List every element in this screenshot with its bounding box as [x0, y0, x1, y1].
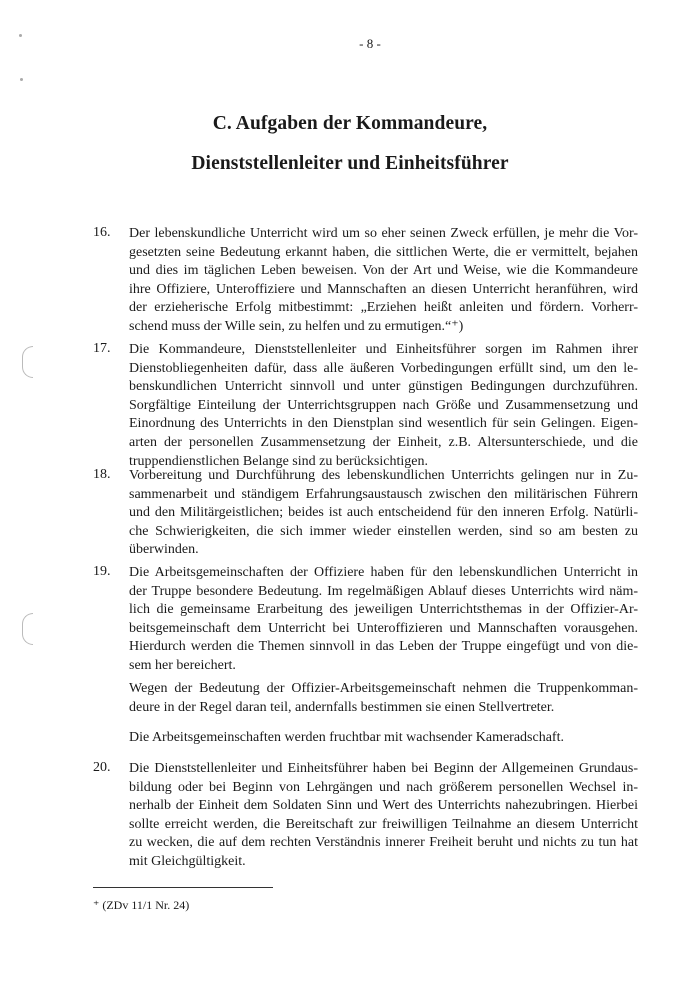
text-line: Einordnung des Unterrichts in den Dienstplan sind wesentlich für sein Gelingen. Eigen- — [129, 416, 638, 432]
text-line: gesetzten seine Bedeutung erkannt haben, die sittlichen Werte, die er vermittelt, bejahen — [129, 244, 638, 260]
text-line: che Schwierigkeiten, die sich immer wieder einstellen werden, sind so am besten zu — [129, 523, 638, 539]
text-line: überwinden. — [129, 542, 199, 558]
item-number: 17. — [93, 341, 111, 356]
text-line: sem her bereichert. — [129, 657, 236, 673]
punch-hole-mark — [22, 613, 33, 645]
section-heading-line-1: C. Aufgaben der Kommandeure, — [212, 113, 488, 134]
footnote-divider — [93, 887, 273, 888]
paragraph-19 — [129, 564, 638, 676]
text-line: mit Gleichgültigkeit. — [129, 853, 246, 869]
text-line: Die Arbeitsgemeinschaften der Offiziere haben für den lebenskundlichen Unterricht in — [129, 565, 638, 580]
paragraph-19-sub-2: Die Arbeitsgemeinschaften werden fruchtbar mit wachsender Kameradschaft. — [129, 730, 564, 745]
item-number: 16. — [93, 225, 111, 240]
text-line: bildung oder bei Beginn von Lehrgängen und nach größerem personellen Wechsel in- — [129, 779, 638, 795]
text-line: benskundlichen Unterricht sinnvoll und unter günstigen Bedingungen durchzuführen. — [129, 379, 638, 395]
text-line: ihre Offiziere, Unteroffiziere und Mannschaften an diesen Unterricht heranführen, wird — [129, 281, 638, 297]
item-number: 18. — [93, 467, 111, 482]
footnote: ⁺ (ZDv 11/1 Nr. 24) — [93, 898, 190, 912]
item-number: 20. — [93, 760, 111, 775]
text-line: arten der personellen Zusammensetzung der Einheit, z.B. Altersunterschiede, und die — [129, 434, 638, 450]
text-line: Sorgfältige Einteilung der Unterrichtsgruppen nach Größe und Zusammensetzung und — [129, 397, 638, 413]
text-line: Die Dienststellenleiter und Einheitsführer haben bei Beginn der Allgemeinen Grundaus- — [129, 761, 638, 776]
text-line: Der lebenskundliche Unterricht wird um so eher seinen Zweck erfüllen, je mehr die Vor- — [129, 226, 638, 241]
text-line: schend muss der Wille sein, zu helfen und zu ermutigen.“⁺) — [129, 318, 464, 334]
punch-hole-mark — [22, 346, 33, 378]
text-line: Vorbereitung und Durchführung des lebenskundlichen Unterrichts gelingen nur in Zu- — [129, 468, 638, 483]
text-line: Dienstobliegenheiten dafür, dass alle äußeren Vorbedingungen erfüllt sind, um den le- — [129, 360, 638, 376]
text-line: Hierdurch werden die Themen sinnvoll in das Leben der Truppe eingefügt und von die- — [129, 639, 638, 655]
text-line: deure in der Regel daran teil, andernfalls bestimmen sie einen Stellvertreter. — [129, 699, 555, 715]
text-line: und dies im täglichen Leben beweisen. Von der Art und Weise, wie die Kommandeure — [129, 263, 638, 279]
paragraph-17 — [129, 341, 638, 471]
scan-speck — [20, 78, 23, 81]
text-line: und den Militärgeistlichen; beides ist auch entscheidend für den inneren Erfolg. Natürli- — [129, 505, 638, 521]
paragraph-18 — [129, 467, 638, 560]
paragraph-16 — [129, 225, 638, 337]
text-line: sammenarbeit und ständigem Erfahrungsaustausch zwischen den militärischen Führern — [129, 486, 638, 502]
text-line: Wegen der Bedeutung der Offizier-Arbeitsgemeinschaft nehmen die Truppenkomman- — [129, 681, 638, 696]
section-heading-line-2: Dienststellenleiter und Einheitsführer — [191, 153, 509, 174]
paragraph-20 — [129, 760, 638, 872]
text-line: zu wecken, die auf dem rechten Verständnis innerer Freiheit beruht und nichts zu tun hat — [129, 835, 638, 851]
text-line: sollte erreicht werden, die Bereitschaft zur freiwilligen Teilnahme an diesem Unterricht — [129, 816, 638, 832]
text-line: der Truppe besondere Bedeutung. Im regelmäßigen Ablauf dieses Unterrichts wird näm- — [129, 583, 638, 599]
text-line: nerhalb der Einheit dem Soldaten Sinn und Wert des Unterrichts nahezubringen. Hierbei — [129, 798, 638, 814]
text-line: beitsgemeinschaft dem Unterricht bei Unteroffizieren und Mannschaften vorausgehen. — [129, 620, 638, 636]
text-line: truppendienstlichen Belange sind zu berücksichtigen. — [129, 453, 428, 469]
text-line: lich die gemeinsame Erarbeitung des jeweiligen Unterrichtsthemas in der Offizier-Ar- — [129, 602, 638, 618]
item-number: 19. — [93, 564, 111, 579]
text-line: Die Kommandeure, Dienststellenleiter und Einheitsführer sorgen im Rahmen ihrer — [129, 342, 638, 357]
paragraph-19-sub-1 — [129, 680, 638, 717]
text-line: der erzieherische Erfolg mitbestimmt: „Erziehen heißt anleiten und fördern. Vorherr- — [129, 300, 638, 316]
page-number: - 8 - — [359, 36, 381, 51]
